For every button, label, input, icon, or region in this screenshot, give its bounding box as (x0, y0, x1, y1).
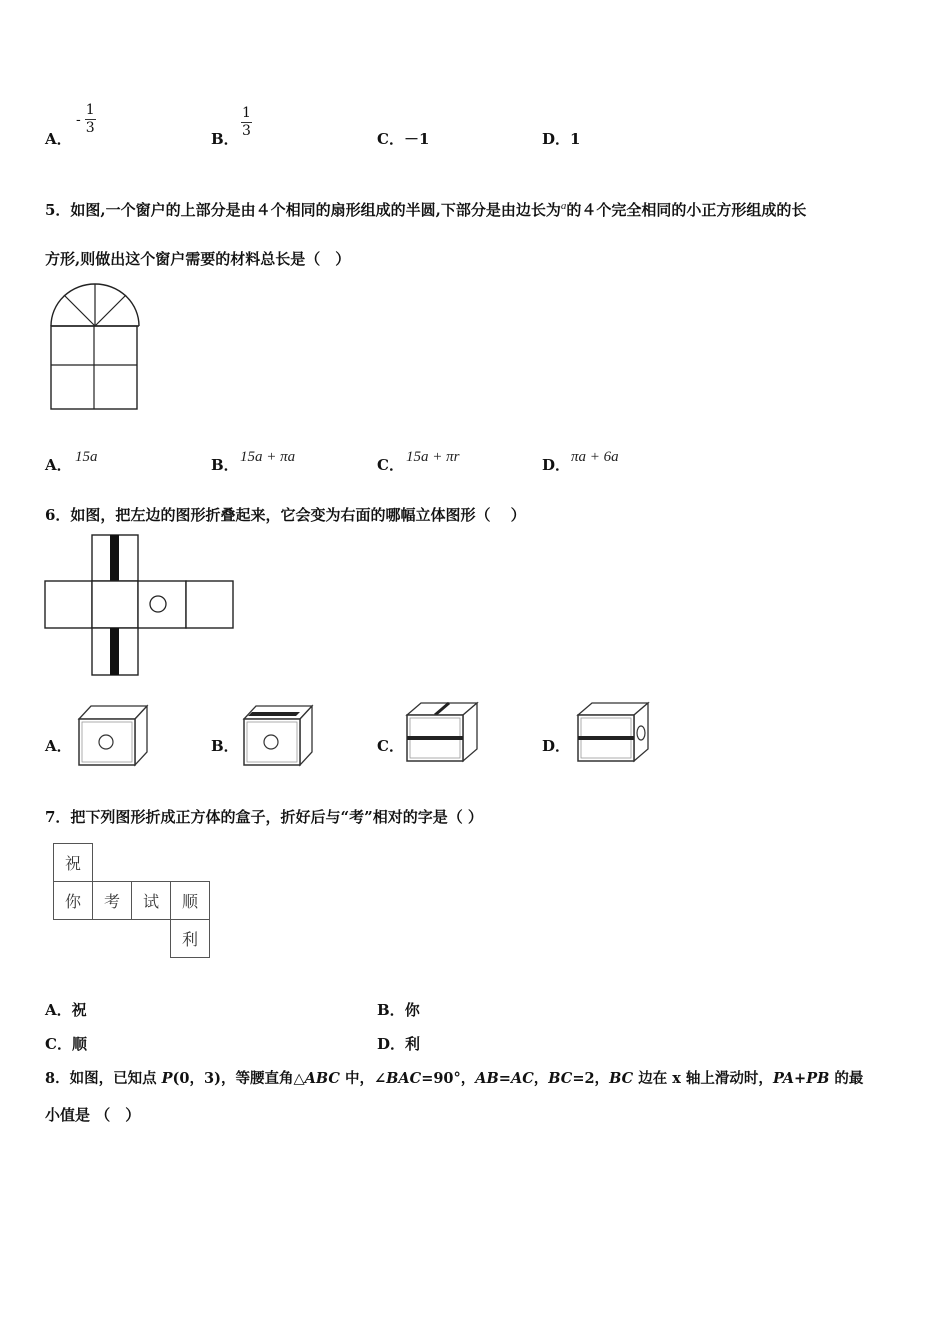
q4-option-d-text: 1 (570, 130, 581, 148)
q7-option-a-label: A． (45, 1001, 72, 1019)
q6-option-c[interactable] (377, 735, 404, 756)
q8-var: PA (772, 1070, 795, 1087)
q7-option-a[interactable] (45, 999, 87, 1020)
q8-var: P (161, 1070, 173, 1087)
q7-option-c[interactable] (45, 1033, 87, 1054)
q8-stem-line2: 小值是 （ ） (45, 1106, 141, 1124)
q5-stem-part2: 的４个完全相同的小正方形组成的长 (566, 201, 807, 219)
q4-option-c-text: －1 (403, 130, 430, 148)
q5-option-d-value: πa + 6a (571, 449, 619, 465)
grid-empty (132, 844, 171, 882)
q5-stem-line1 (45, 199, 806, 220)
black-stripe (110, 628, 119, 675)
q5-option-a-label: A． (45, 456, 72, 474)
q4-option-a-label: A． (45, 130, 72, 148)
q8-text: (0，3)，等腰直角△ (172, 1070, 305, 1087)
q7-option-b-text: 你 (404, 1001, 420, 1019)
q8-text: 中，∠ (339, 1070, 387, 1087)
q8-text: = (498, 1070, 511, 1087)
net-cell-li: 利 (171, 920, 210, 958)
cube-option-a (76, 703, 150, 767)
q5-stem-line2: 方形,则做出这个窗户需要的材料总长是（ ） (45, 250, 351, 268)
q8-text: 8．如图，已知点 (45, 1070, 162, 1087)
q4-option-d-label: D． (542, 130, 571, 148)
cube-option-c (404, 701, 480, 765)
q8-text: 的最 (829, 1070, 864, 1087)
q8-stem-line1 (45, 1067, 863, 1088)
q5-option-c-value: 15a + πr (406, 449, 460, 465)
grid-empty (132, 920, 171, 958)
net-center-face (92, 581, 138, 628)
numerator: 1 (242, 105, 251, 121)
net-circle-face (138, 581, 186, 628)
q8-var: BC (548, 1070, 573, 1087)
q4-option-c-label: C． (377, 130, 404, 148)
grid-empty (93, 844, 132, 882)
q6-option-c-label: C． (377, 737, 404, 755)
q4-option-a-sign: - (76, 111, 81, 128)
q6-option-a-label: A． (45, 737, 72, 755)
cube-option-b (241, 703, 315, 767)
q5-option-c[interactable] (377, 454, 404, 475)
q6-option-b[interactable] (211, 735, 239, 756)
grid-empty (54, 920, 93, 958)
q5-option-b-label: B． (211, 456, 239, 474)
q7-option-a-text: 祝 (71, 1001, 87, 1019)
cube-net-figure (44, 534, 236, 678)
q7-option-b[interactable] (377, 999, 420, 1020)
q8-text: + (794, 1070, 807, 1087)
q4-option-c[interactable] (377, 128, 429, 149)
q7-net-grid (53, 843, 210, 958)
denominator: 3 (242, 123, 251, 139)
net-cell-zhu: 祝 (54, 844, 93, 882)
black-stripe (110, 535, 119, 581)
q8-var: BC (609, 1070, 634, 1087)
fraction (241, 105, 252, 140)
q7-option-c-text: 顺 (71, 1035, 87, 1053)
q8-var: BAC (386, 1070, 422, 1087)
q6-option-d-label: D． (542, 737, 571, 755)
net-cell-shun: 顺 (171, 882, 210, 920)
net-right-face (186, 581, 233, 628)
q6-option-b-label: B． (211, 737, 239, 755)
q5-option-d[interactable] (542, 454, 570, 475)
q5-variable-a: a (560, 200, 567, 212)
q8-text: =2， (572, 1070, 610, 1087)
q4-option-b[interactable] (211, 128, 239, 149)
window-figure (48, 282, 142, 412)
q4-option-d[interactable] (542, 128, 580, 149)
grid-empty (93, 920, 132, 958)
q5-option-b-value: 15a + πa (240, 449, 296, 465)
q7-option-d-label: D． (377, 1035, 406, 1053)
q8-text: ， (533, 1070, 549, 1087)
q7-option-d-text: 利 (405, 1035, 421, 1053)
denominator: 3 (85, 120, 95, 136)
net-cell-ni: 你 (54, 882, 93, 920)
q7-stem: 7．把下列图形折成正方体的盒子，折好后与“考”相对的字是（ ） (45, 808, 483, 826)
q5-option-c-label: C． (377, 456, 404, 474)
fraction (85, 102, 96, 137)
q6-stem: 6．如图，把左边的图形折叠起来，它会变为右面的哪幅立体图形（ ） (45, 506, 526, 524)
q8-text: 边在 x 轴上滑动时， (633, 1070, 773, 1087)
sector-line (64, 295, 95, 326)
q5-option-a[interactable] (45, 454, 72, 475)
q8-var: AC (510, 1070, 534, 1087)
q5-stem-part1: 5．如图,一个窗户的上部分是由４个相同的扇形组成的半圆,下部分是由边长为 (45, 201, 561, 219)
q4-option-a[interactable] (45, 128, 72, 149)
q5-option-a-value: 15a (75, 449, 98, 465)
q8-var: AB (475, 1070, 499, 1087)
q5-option-b[interactable] (211, 454, 239, 475)
net-cell-shi: 试 (132, 882, 171, 920)
grid-empty (171, 844, 210, 882)
cube-option-d (574, 701, 652, 765)
net-cell-kao: 考 (93, 882, 132, 920)
q7-net-grid-table (53, 843, 210, 958)
q8-text: =90°， (421, 1070, 476, 1087)
sector-line (95, 295, 126, 326)
q4-option-b-value (241, 102, 252, 140)
q5-option-d-label: D． (542, 456, 571, 474)
q7-option-c-label: C． (45, 1035, 72, 1053)
net-left-face (45, 581, 92, 628)
q4-option-a-value (76, 102, 96, 137)
numerator: 1 (85, 102, 95, 118)
q4-option-b-label: B． (211, 130, 239, 148)
q8-var: ABC (304, 1070, 340, 1087)
q7-option-b-label: B． (377, 1001, 405, 1019)
q6-option-d[interactable] (542, 735, 570, 756)
q6-option-a[interactable] (45, 735, 72, 756)
q8-var: PB (806, 1070, 830, 1087)
q7-option-d[interactable] (377, 1033, 420, 1054)
